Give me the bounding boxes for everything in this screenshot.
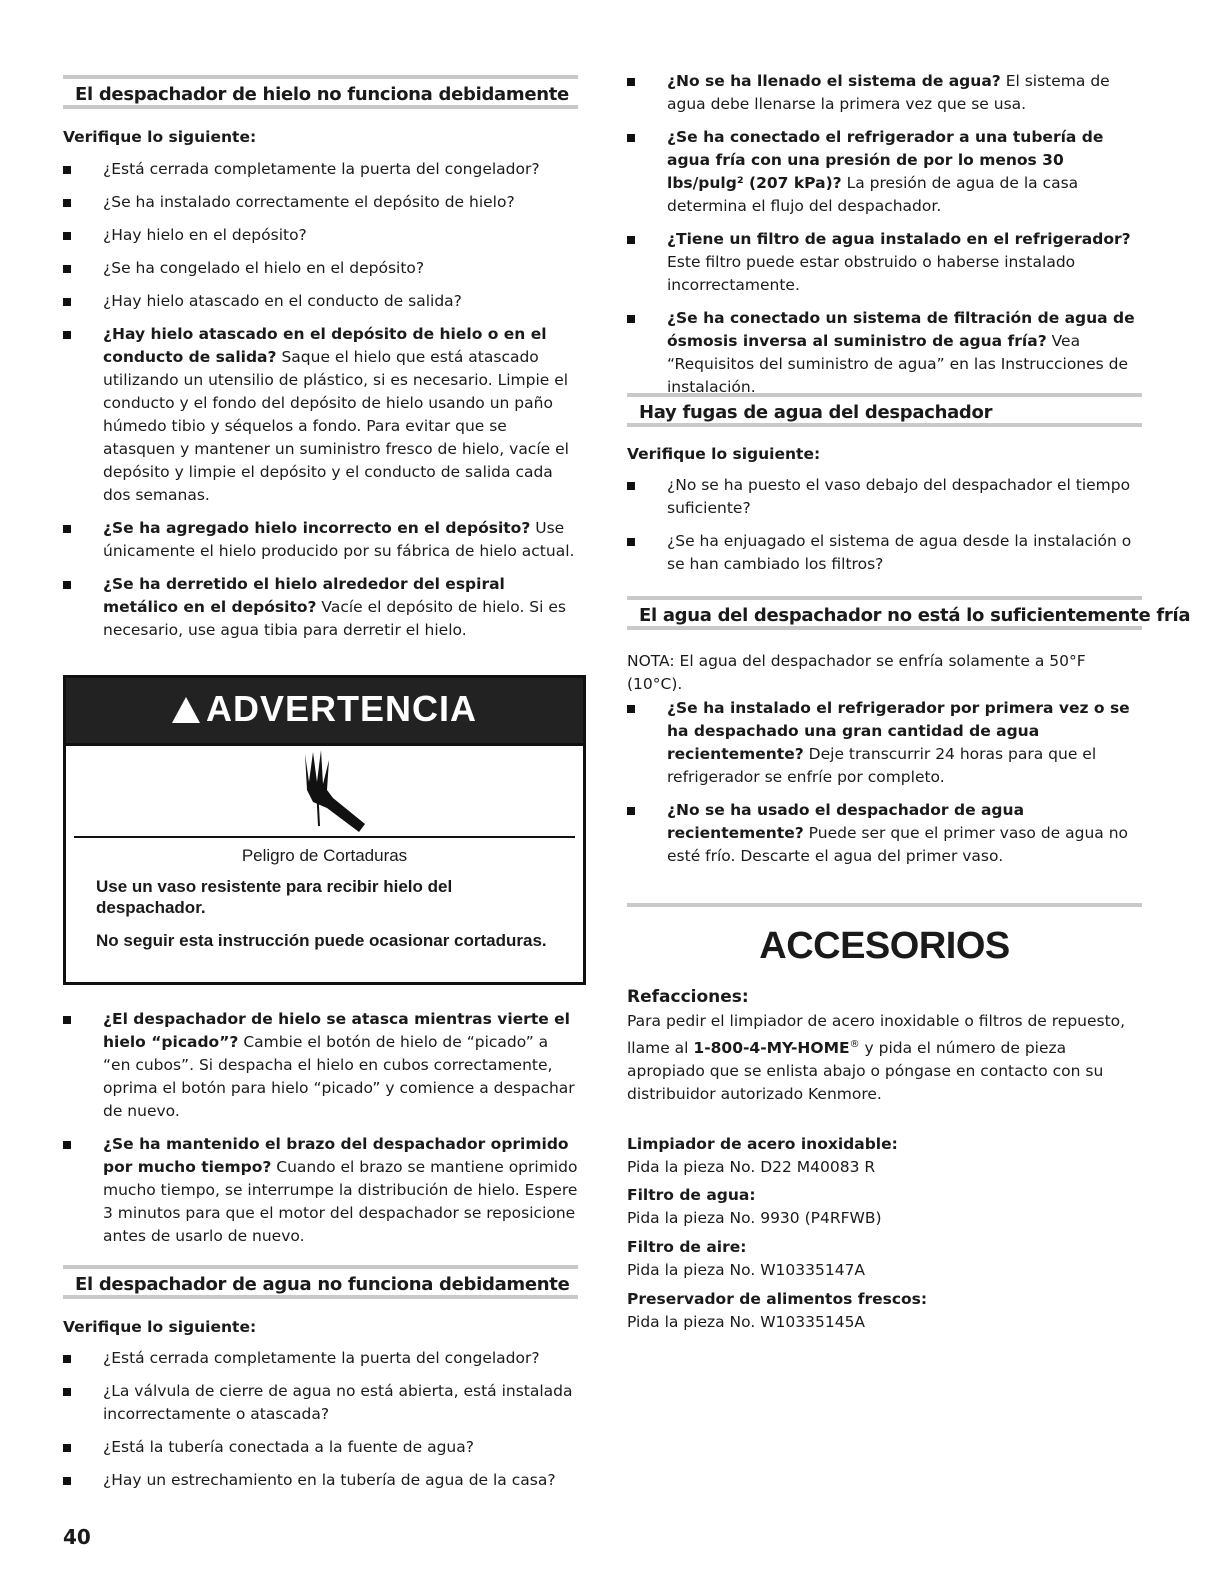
bullet-icon: [63, 298, 71, 306]
list-item: ¿Está cerrada completamente la puerta del congelador?: [63, 1347, 578, 1370]
warning-box: [63, 675, 586, 985]
warning-subtitle: Peligro de Cortaduras: [241, 846, 408, 865]
bullet-icon: [63, 1444, 71, 1452]
list-item: ¿No se ha usado el despachador de agua recientemente? Puede ser que el primer vaso de agua no esté frío. Descarte el agua del primer vaso.: [627, 799, 1142, 868]
list-item: ¿Está cerrada completamente la puerta del congelador?: [63, 158, 578, 181]
bullet-icon: [63, 265, 71, 273]
leak-checklist: [627, 474, 1142, 586]
bullet-icon: [63, 1355, 71, 1363]
leak-heading: Hay fugas de agua del despachador: [627, 393, 1142, 427]
verify-label: Verifique lo siguiente:: [627, 445, 821, 463]
warning-consequence: No seguir esta instrucción puede ocasionar cortaduras.: [96, 931, 547, 950]
bullet-icon: [63, 199, 71, 207]
warning-triangle-icon: [172, 697, 200, 723]
list-item: ¿Se ha conectado el refrigerador a una tubería de agua fría con una presión de por lo menos 30 lbs/pulg² (207 kPa)? La presión de agua de la casa determina el flujo del despachador.: [627, 126, 1142, 218]
bullet-icon: [63, 581, 71, 589]
bullet-icon: [63, 1141, 71, 1149]
list-item: ¿Se ha instalado el refrigerador por primera vez o se ha despachado una gran cantidad de agua recientemente? Deje transcurrir 24 horas para que el refrigerador se enfríe por completo.: [627, 697, 1142, 789]
accessories-rule: [627, 903, 1142, 907]
bullet-icon: [627, 134, 635, 142]
list-item: ¿No se ha llenado el sistema de agua? El sistema de agua debe llenarse la primera vez que se usa.: [627, 70, 1142, 116]
parts-subheading: Refacciones:: [627, 987, 749, 1007]
bullet-icon: [627, 705, 635, 713]
warning-instruction: Use un vaso resistente para recibir hielo del despachador.: [96, 877, 453, 917]
cold-water-heading: El agua del despachador no está lo suficientemente fría: [627, 596, 1142, 630]
list-item: ¿Tiene un filtro de agua instalado en el refrigerador? Este filtro puede estar obstruido o haberse instalado incorrectamente.: [627, 228, 1142, 297]
part-label: Preservador de alimentos frescos:: [627, 1290, 928, 1308]
warning-title: ADVERTENCIA: [205, 688, 477, 729]
list-item: ¿Hay un estrechamiento en la tubería de agua de la casa?: [63, 1469, 578, 1492]
verify-label: Verifique lo siguiente:: [63, 1318, 257, 1336]
accessories-intro: Para pedir el limpiador de acero inoxidable o filtros de repuesto, llame al 1-800-4-MY-HOME® y pida el número de pieza apropiado que se enlista abajo o póngase en contacto con su distribuidor autorizado Kenmore.: [627, 1012, 1126, 1104]
list-item: ¿Se ha mantenido el brazo del despachador oprimido por mucho tiempo? Cuando el brazo se mantiene oprimido mucho tiempo, se interrumpe la distribución de hielo. Espere 3 minutos para que el motor del despachador se reposicione antes de usarlo de nuevo.: [63, 1133, 578, 1248]
list-item: ¿Se ha agregado hielo incorrecto en el depósito? Use únicamente el hielo producido por su fábrica de hielo actual.: [63, 517, 578, 563]
list-item: ¿Se ha conectado un sistema de filtración de agua de ósmosis inversa al suministro de agua fría? Vea “Requisitos del suministro de agua” en las Instrucciones de instalación.: [627, 307, 1142, 399]
list-item: ¿No se ha puesto el vaso debajo del despachador el tiempo suficiente?: [627, 474, 1142, 520]
bullet-icon: [627, 78, 635, 86]
ice-checklist: [63, 158, 578, 652]
bullet-icon: [627, 315, 635, 323]
part-number: Pida la pieza No. W10335147A: [627, 1261, 866, 1279]
bullet-icon: [627, 807, 635, 815]
bullet-icon: [63, 525, 71, 533]
ice-dispenser-heading: El despachador de hielo no funciona debidamente: [63, 75, 578, 109]
part-number: Pida la pieza No. W10335145A: [627, 1313, 866, 1331]
list-item: ¿Se ha derretido el hielo alrededor del espiral metálico en el depósito? Vacíe el depósito de hielo. Si es necesario, use agua tibia para derretir el hielo.: [63, 573, 578, 642]
ice-checklist-continued: [63, 1008, 578, 1258]
bullet-icon: [627, 236, 635, 244]
bullet-icon: [63, 232, 71, 240]
bullet-icon: [63, 1016, 71, 1024]
list-item: ¿Está la tubería conectada a la fuente de agua?: [63, 1436, 578, 1459]
list-item: ¿La válvula de cierre de agua no está abierta, está instalada incorrectamente o atascada?: [63, 1380, 578, 1426]
water-checklist-continued: [627, 70, 1142, 409]
part-number: Pida la pieza No. 9930 (P4RFWB): [627, 1209, 882, 1227]
cut-hand-icon: [66, 746, 583, 836]
list-item: ¿Se ha congelado el hielo en el depósito?: [63, 257, 578, 280]
list-item: ¿El despachador de hielo se atasca mientras vierte el hielo “picado”? Cambie el botón de hielo de “picado” a “en cubos”. Si despacha el hielo en cubos correctamente, oprima el botón para hielo “picado” y comience a despachar de nuevo.: [63, 1008, 578, 1123]
phone-number: 1-800-4-MY-HOME: [693, 1039, 850, 1058]
list-item: ¿Hay hielo atascado en el depósito de hielo o en el conducto de salida? Saque el hielo que está atascado utilizando un utensilio de plástico, si es necesario. Limpie el conducto y el fondo del depósito de hielo usando un paño húmedo tibio y séquelos a fondo. Para evitar que se atasquen y mantener un suministro fresco de hielo, vacíe el depósito y limpie el depósito y el conducto de salida cada dos semanas.: [63, 323, 578, 507]
water-dispenser-heading: El despachador de agua no funciona debidamente: [63, 1265, 578, 1299]
list-item: ¿Hay hielo en el depósito?: [63, 224, 578, 247]
list-item: ¿Se ha enjuagado el sistema de agua desde la instalación o se han cambiado los filtros?: [627, 530, 1142, 576]
list-item: ¿Hay hielo atascado en el conducto de salida?: [63, 290, 578, 313]
bullet-icon: [627, 538, 635, 546]
list-item: ¿Se ha instalado correctamente el depósito de hielo?: [63, 191, 578, 214]
cold-water-checklist: [627, 697, 1142, 878]
verify-label: Verifique lo siguiente:: [63, 128, 257, 146]
accessories-title: ACCESORIOS: [759, 925, 1010, 967]
bullet-icon: [63, 166, 71, 174]
warning-banner: [66, 678, 583, 746]
page-number: 40: [63, 1525, 91, 1549]
bullet-icon: [63, 1477, 71, 1485]
bullet-icon: [63, 331, 71, 339]
water-checklist: [63, 1347, 578, 1502]
bullet-icon: [627, 482, 635, 490]
warning-divider: [74, 836, 575, 838]
cold-water-note: NOTA: El agua del despachador se enfría solamente a 50°F (10°C).: [627, 652, 1086, 693]
part-label: Filtro de agua:: [627, 1186, 756, 1204]
part-number: Pida la pieza No. D22 M40083 R: [627, 1158, 876, 1176]
part-label: Limpiador de acero inoxidable:: [627, 1135, 898, 1153]
part-label: Filtro de aire:: [627, 1238, 747, 1256]
bullet-icon: [63, 1388, 71, 1396]
